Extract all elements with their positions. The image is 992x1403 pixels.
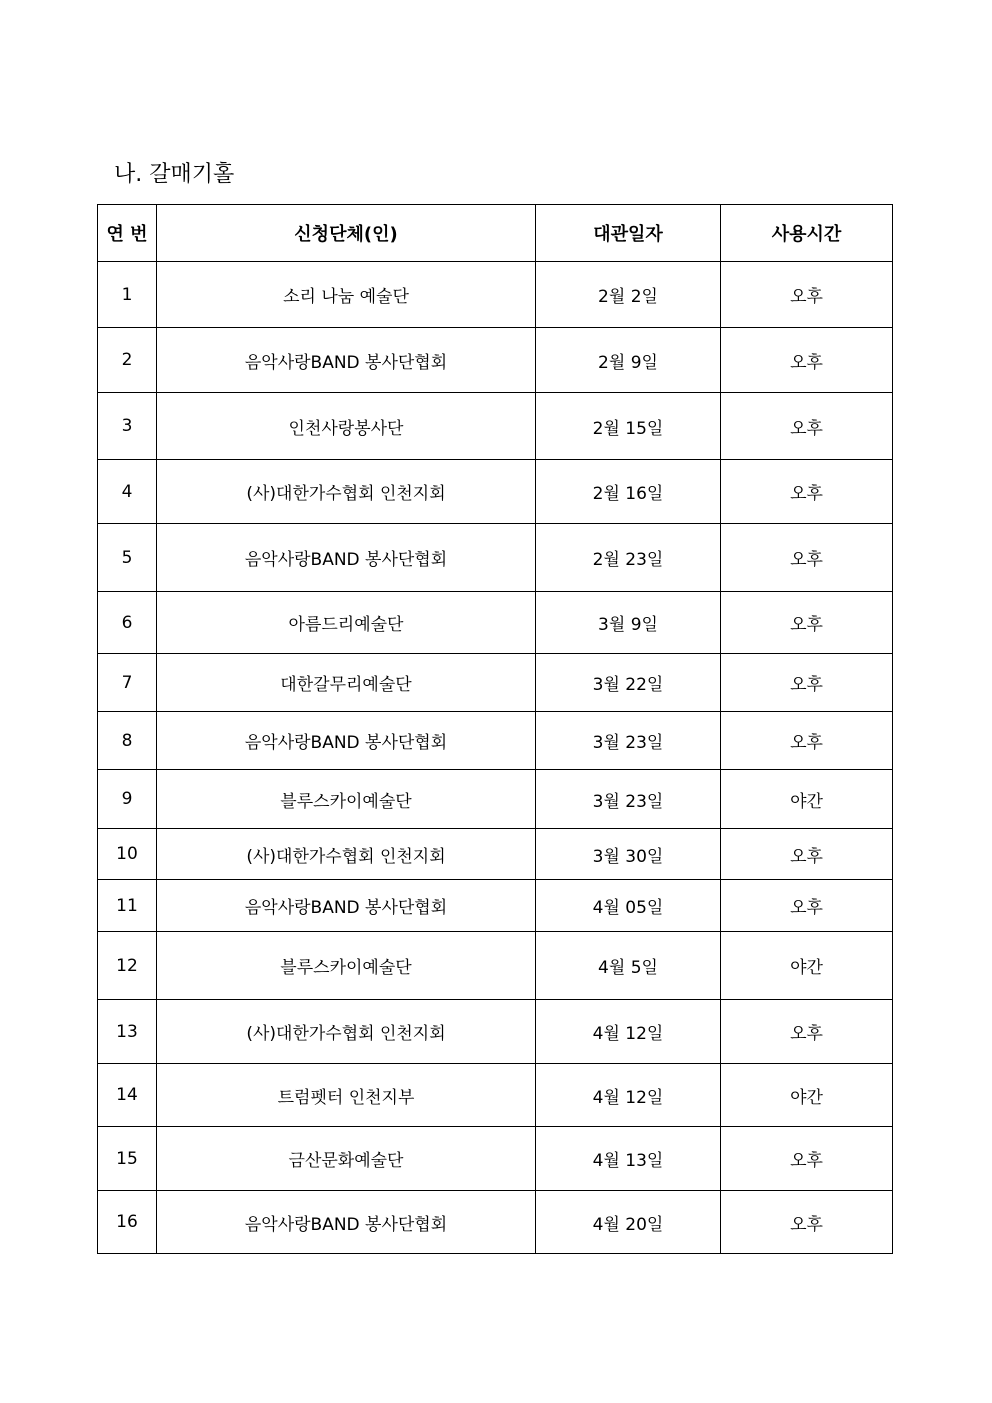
header-organization: 신청단체(인) (157, 205, 536, 262)
table-row (98, 328, 893, 393)
row-number: 9 (98, 770, 157, 829)
row-usage-time: 야간 (721, 770, 893, 829)
table-row (98, 654, 893, 712)
row-usage-time: 야간 (721, 932, 893, 1000)
table-row (98, 1127, 893, 1191)
table-row (98, 262, 893, 328)
row-organization: 음악사랑BAND 봉사단협회 (157, 1191, 536, 1254)
row-number: 2 (98, 328, 157, 393)
row-rental-date: 4월 20일 (536, 1191, 721, 1254)
rental-schedule-table (97, 204, 893, 1254)
row-number: 15 (98, 1127, 157, 1191)
row-rental-date: 3월 22일 (536, 654, 721, 712)
header-usage-time: 사용시간 (721, 205, 893, 262)
table-row (98, 932, 893, 1000)
row-organization: 블루스카이예술단 (157, 932, 536, 1000)
row-rental-date: 3월 23일 (536, 770, 721, 829)
row-usage-time: 오후 (721, 1000, 893, 1064)
row-rental-date: 2월 15일 (536, 393, 721, 460)
row-number: 8 (98, 712, 157, 770)
row-rental-date: 4월 13일 (536, 1127, 721, 1191)
row-organization: 음악사랑BAND 봉사단협회 (157, 524, 536, 592)
row-rental-date: 3월 30일 (536, 829, 721, 880)
row-rental-date: 4월 12일 (536, 1064, 721, 1127)
table-row (98, 393, 893, 460)
row-number: 3 (98, 393, 157, 460)
row-number: 16 (98, 1191, 157, 1254)
row-organization: 금산문화예술단 (157, 1127, 536, 1191)
row-number: 5 (98, 524, 157, 592)
row-number: 14 (98, 1064, 157, 1127)
row-rental-date: 2월 9일 (536, 328, 721, 393)
row-organization: 아름드리예술단 (157, 592, 536, 654)
table-row (98, 880, 893, 932)
row-rental-date: 2월 16일 (536, 460, 721, 524)
row-organization: 트럼펫터 인천지부 (157, 1064, 536, 1127)
row-number: 10 (98, 829, 157, 880)
row-rental-date: 3월 9일 (536, 592, 721, 654)
row-rental-date: 4월 05일 (536, 880, 721, 932)
row-number: 13 (98, 1000, 157, 1064)
row-usage-time: 오후 (721, 829, 893, 880)
row-rental-date: 4월 12일 (536, 1000, 721, 1064)
table-row (98, 1064, 893, 1127)
row-organization: 음악사랑BAND 봉사단협회 (157, 328, 536, 393)
row-usage-time: 오후 (721, 880, 893, 932)
row-number: 6 (98, 592, 157, 654)
row-organization: (사)대한가수협회 인천지회 (157, 460, 536, 524)
row-organization: (사)대한가수협회 인천지회 (157, 829, 536, 880)
row-usage-time: 오후 (721, 393, 893, 460)
row-organization: 소리 나눔 예술단 (157, 262, 536, 328)
row-usage-time: 오후 (721, 524, 893, 592)
table-row (98, 592, 893, 654)
table-row (98, 524, 893, 592)
row-rental-date: 3월 23일 (536, 712, 721, 770)
row-usage-time: 오후 (721, 328, 893, 393)
row-usage-time: 오후 (721, 460, 893, 524)
row-usage-time: 오후 (721, 712, 893, 770)
row-rental-date: 2월 2일 (536, 262, 721, 328)
row-organization: 블루스카이예술단 (157, 770, 536, 829)
row-rental-date: 2월 23일 (536, 524, 721, 592)
row-number: 12 (98, 932, 157, 1000)
row-usage-time: 오후 (721, 1127, 893, 1191)
row-number: 11 (98, 880, 157, 932)
row-organization: 대한갈무리예술단 (157, 654, 536, 712)
table-row (98, 712, 893, 770)
table-row (98, 770, 893, 829)
header-no: 연 번 (98, 205, 157, 262)
table-row (98, 1191, 893, 1254)
row-rental-date: 4월 5일 (536, 932, 721, 1000)
row-organization: 음악사랑BAND 봉사단협회 (157, 880, 536, 932)
table-header-row (98, 205, 893, 262)
row-number: 4 (98, 460, 157, 524)
row-usage-time: 오후 (721, 262, 893, 328)
row-usage-time: 오후 (721, 592, 893, 654)
row-usage-time: 오후 (721, 1191, 893, 1254)
table-row (98, 460, 893, 524)
table-row (98, 829, 893, 880)
section-title: 나. 갈매기홀 (114, 162, 235, 187)
row-number: 1 (98, 262, 157, 328)
row-usage-time: 오후 (721, 654, 893, 712)
header-rental-date: 대관일자 (536, 205, 721, 262)
row-usage-time: 야간 (721, 1064, 893, 1127)
table-row (98, 1000, 893, 1064)
row-number: 7 (98, 654, 157, 712)
row-organization: (사)대한가수협회 인천지회 (157, 1000, 536, 1064)
row-organization: 음악사랑BAND 봉사단협회 (157, 712, 536, 770)
row-organization: 인천사랑봉사단 (157, 393, 536, 460)
